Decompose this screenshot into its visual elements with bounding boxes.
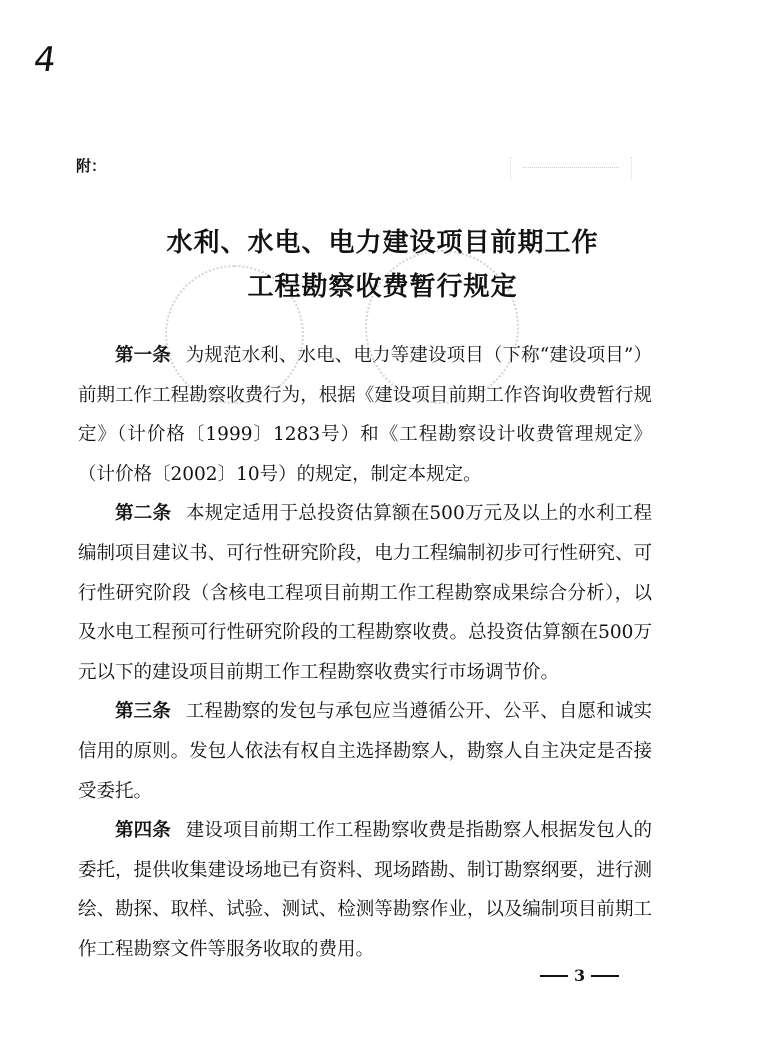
article-2 [78,494,652,692]
footer-dash-left [540,975,568,977]
document-title-line-2: 工程勘察收费暂行规定 [247,272,518,302]
article-4 [78,811,652,969]
article-text: 工程勘察的发包与承包应当遵循公开、公平、自愿和诚实信用的原则。发包人依法有权自主选择勘察人，勘察人自主决定是否接受委托。 [78,701,652,802]
page-number: 3 [574,966,586,985]
article-heading: 第二条 [115,503,172,525]
article-text: 本规定适用于总投资估算额在500万元及以上的水利工程编制项目建议书、可行性研究阶段，电力工程编制初步可行性研究、可行性研究阶段（含核电工程项目前期工作工程勘察成果综合分析），以及水电工程预可行性研究阶段的工程勘察收费。总投资估算额在500万元以下的建设项目前期工作工程勘察收费实行市场调节价。 [78,503,652,683]
article-heading: 第三条 [115,701,171,723]
article-text: 为规范水利、水电、电力等建设项目（下称“建设项目”）前期工作工程勘察收费行为，根据《建设项目前期工作咨询收费暂行规定》（计价格〔1999〕1283号）和《工程勘察设计收费管理规定》（计价格〔2002〕10号）的规定，制定本规定。 [78,345,652,485]
handwritten-page-mark: 4 [31,40,59,80]
page-footer [540,966,619,985]
article-heading: 第四条 [115,820,171,842]
footer-dash-right [591,975,619,977]
article-text: 建设项目前期工作工程勘察收费是指勘察人根据发包人的委托，提供收集建设场地已有资料、现场踏勘、制订勘察纲要，进行测绘、勘探、取样、试验、测试、检测等勘察作业，以及编制项目前期工作工程勘察文件等服务收取的费用。 [78,820,652,960]
document-body [78,336,652,970]
article-heading: 第一条 [115,345,171,366]
faint-stamp [510,157,632,179]
article-3 [78,692,652,811]
attachment-label: 附： [76,157,107,175]
document-title-line-1: 水利、水电、电力建设项目前期工作 [166,228,599,258]
article-1 [78,336,652,494]
